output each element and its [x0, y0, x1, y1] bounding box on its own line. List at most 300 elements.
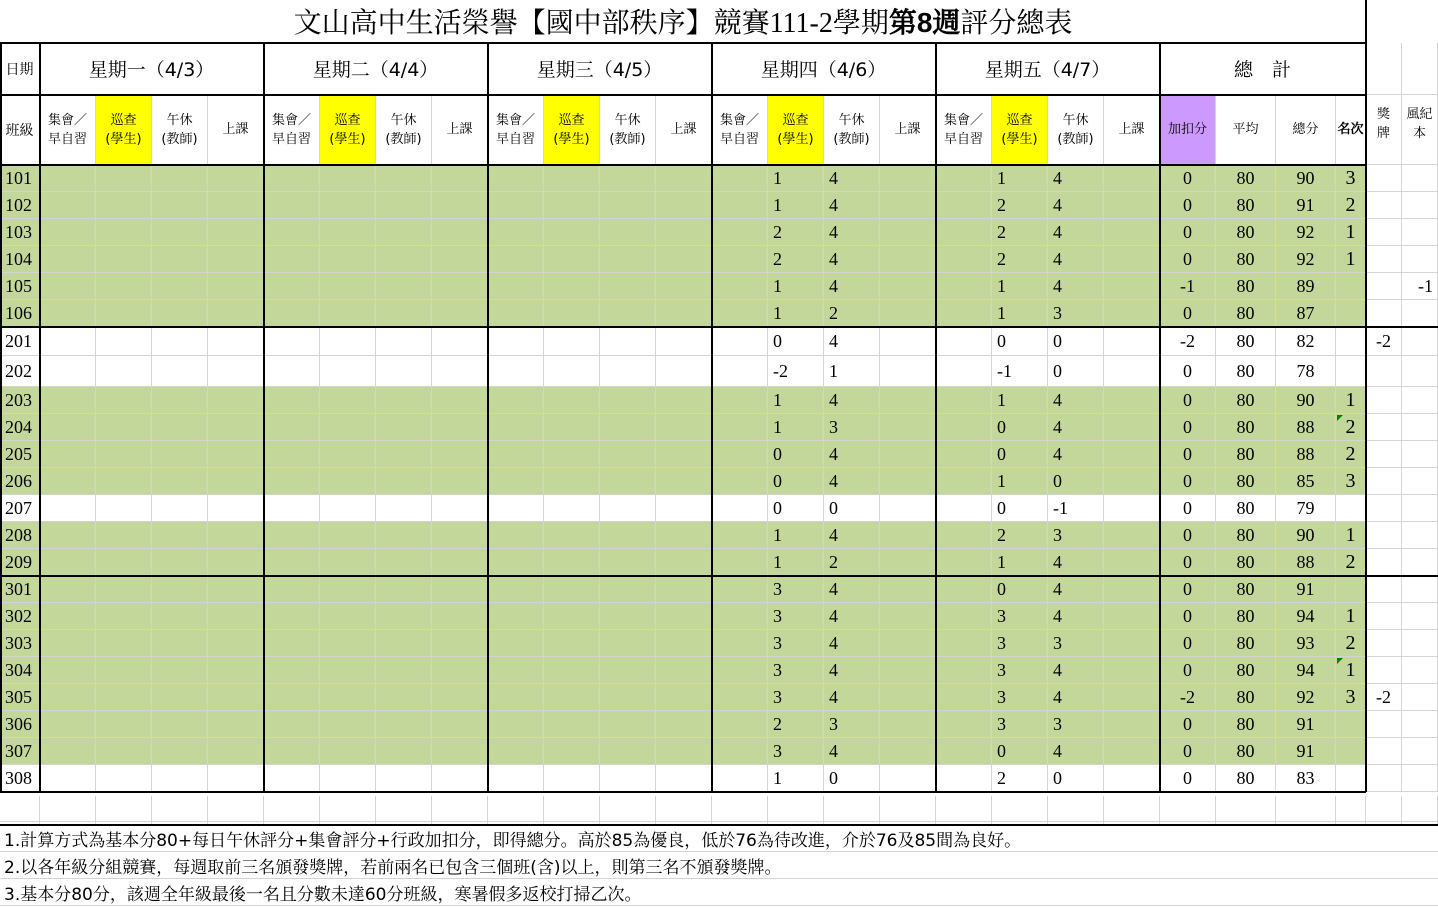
score-cell[interactable]: [376, 219, 432, 246]
bonus-value[interactable]: 0: [1160, 522, 1216, 549]
score-cell[interactable]: [264, 246, 320, 273]
empty-cell[interactable]: [40, 796, 96, 822]
fri-nap-score[interactable]: 4: [1048, 165, 1104, 192]
award-value[interactable]: [1366, 441, 1402, 468]
empty-cell[interactable]: [1216, 796, 1276, 822]
award-value[interactable]: [1366, 387, 1402, 414]
log-value[interactable]: [1402, 630, 1438, 657]
score-cell[interactable]: [40, 468, 96, 495]
fri-patrol-score[interactable]: 2: [992, 219, 1048, 246]
score-cell[interactable]: [544, 522, 600, 549]
patrol-header[interactable]: [96, 95, 152, 165]
score-cell[interactable]: [264, 192, 320, 219]
score-cell[interactable]: [376, 630, 432, 657]
score-cell[interactable]: [600, 549, 656, 576]
score-cell[interactable]: [208, 684, 264, 711]
score-cell[interactable]: [656, 165, 712, 192]
score-cell[interactable]: [600, 711, 656, 738]
score-cell[interactable]: [880, 603, 936, 630]
class-label[interactable]: 班級: [0, 95, 40, 165]
fri-patrol-score[interactable]: 1: [992, 165, 1048, 192]
score-cell[interactable]: [544, 246, 600, 273]
score-cell[interactable]: [264, 327, 320, 356]
fri-nap-score[interactable]: 4: [1048, 657, 1104, 684]
score-cell[interactable]: [208, 522, 264, 549]
fri-nap-score[interactable]: 4: [1048, 273, 1104, 300]
score-cell[interactable]: [656, 630, 712, 657]
thu-nap-score[interactable]: 4: [824, 246, 880, 273]
rank-value[interactable]: [1336, 711, 1366, 738]
rank-header[interactable]: 名次: [1336, 95, 1366, 165]
score-cell[interactable]: [152, 246, 208, 273]
score-cell[interactable]: [320, 603, 376, 630]
score-cell[interactable]: [936, 273, 992, 300]
award-value[interactable]: [1366, 657, 1402, 684]
score-cell[interactable]: [488, 273, 544, 300]
empty-cell[interactable]: [1276, 796, 1336, 822]
score-cell[interactable]: [600, 441, 656, 468]
score-cell[interactable]: [208, 549, 264, 576]
score-cell[interactable]: [600, 522, 656, 549]
score-cell[interactable]: [712, 165, 768, 192]
total-score-value[interactable]: 92: [1276, 246, 1336, 273]
score-cell[interactable]: [544, 327, 600, 356]
score-cell[interactable]: [1104, 657, 1160, 684]
score-cell[interactable]: [488, 387, 544, 414]
score-cell[interactable]: [936, 657, 992, 684]
score-cell[interactable]: [320, 414, 376, 441]
score-cell[interactable]: [40, 765, 96, 792]
total-score-value[interactable]: 90: [1276, 387, 1336, 414]
score-cell[interactable]: [488, 356, 544, 387]
thu-nap-score[interactable]: 3: [824, 414, 880, 441]
average-value[interactable]: 80: [1216, 300, 1276, 327]
thu-patrol-score[interactable]: 3: [768, 738, 824, 765]
log-value[interactable]: [1402, 414, 1438, 441]
rank-value[interactable]: 2: [1336, 549, 1366, 576]
thu-patrol-score[interactable]: 3: [768, 684, 824, 711]
nap-header[interactable]: [152, 95, 208, 165]
score-cell[interactable]: [656, 765, 712, 792]
score-cell[interactable]: [880, 549, 936, 576]
empty-cell[interactable]: [544, 796, 600, 822]
rank-value[interactable]: 1: [1336, 246, 1366, 273]
bonus-value[interactable]: 0: [1160, 246, 1216, 273]
score-cell[interactable]: [264, 441, 320, 468]
score-cell[interactable]: [712, 630, 768, 657]
thu-nap-score[interactable]: 4: [824, 327, 880, 356]
rank-value[interactable]: 2: [1336, 192, 1366, 219]
score-cell[interactable]: [320, 300, 376, 327]
fri-nap-score[interactable]: 4: [1048, 738, 1104, 765]
score-cell[interactable]: [936, 630, 992, 657]
fri-nap-score[interactable]: 4: [1048, 387, 1104, 414]
score-cell[interactable]: [40, 387, 96, 414]
score-cell[interactable]: [712, 300, 768, 327]
thu-patrol-score[interactable]: 2: [768, 246, 824, 273]
score-cell[interactable]: [96, 192, 152, 219]
score-cell[interactable]: [40, 414, 96, 441]
score-cell[interactable]: [264, 387, 320, 414]
score-cell[interactable]: [432, 414, 488, 441]
score-cell[interactable]: [96, 711, 152, 738]
rank-value[interactable]: [1336, 273, 1366, 300]
score-cell[interactable]: [152, 165, 208, 192]
score-cell[interactable]: [1104, 603, 1160, 630]
score-cell[interactable]: [880, 576, 936, 603]
score-cell[interactable]: [880, 219, 936, 246]
score-cell[interactable]: [712, 711, 768, 738]
patrol-header[interactable]: [544, 95, 600, 165]
score-cell[interactable]: [544, 414, 600, 441]
score-cell[interactable]: [600, 468, 656, 495]
rank-value[interactable]: 2: [1336, 441, 1366, 468]
score-cell[interactable]: [1104, 165, 1160, 192]
class-number[interactable]: 303: [0, 630, 40, 657]
score-cell[interactable]: [488, 522, 544, 549]
score-cell[interactable]: [656, 549, 712, 576]
score-cell[interactable]: [152, 300, 208, 327]
fri-patrol-score[interactable]: 2: [992, 522, 1048, 549]
score-cell[interactable]: [880, 165, 936, 192]
fri-patrol-score[interactable]: 1: [992, 273, 1048, 300]
rank-value[interactable]: [1336, 576, 1366, 603]
total-score-value[interactable]: 88: [1276, 549, 1336, 576]
empty-cell[interactable]: [656, 796, 712, 822]
score-cell[interactable]: [432, 246, 488, 273]
score-cell[interactable]: [712, 549, 768, 576]
score-cell[interactable]: [1104, 495, 1160, 522]
class-session-header[interactable]: 上課: [432, 95, 488, 165]
fri-patrol-score[interactable]: 3: [992, 684, 1048, 711]
class-number[interactable]: 104: [0, 246, 40, 273]
assembly-header[interactable]: [712, 95, 768, 165]
score-cell[interactable]: [96, 356, 152, 387]
fri-nap-score[interactable]: 4: [1048, 576, 1104, 603]
average-value[interactable]: 80: [1216, 246, 1276, 273]
thu-nap-score[interactable]: 4: [824, 219, 880, 246]
score-cell[interactable]: [152, 327, 208, 356]
class-number[interactable]: 209: [0, 549, 40, 576]
log-value[interactable]: [1402, 246, 1438, 273]
score-cell[interactable]: [264, 711, 320, 738]
empty-cell[interactable]: [1402, 796, 1438, 822]
score-cell[interactable]: [880, 765, 936, 792]
score-cell[interactable]: [96, 441, 152, 468]
score-cell[interactable]: [600, 192, 656, 219]
fri-patrol-score[interactable]: 2: [992, 765, 1048, 792]
score-cell[interactable]: [712, 219, 768, 246]
score-cell[interactable]: [600, 387, 656, 414]
bonus-value[interactable]: 0: [1160, 219, 1216, 246]
score-cell[interactable]: [656, 441, 712, 468]
score-cell[interactable]: [208, 327, 264, 356]
score-cell[interactable]: [656, 192, 712, 219]
empty-cell[interactable]: [0, 796, 40, 822]
score-cell[interactable]: [96, 549, 152, 576]
day-header-5[interactable]: 星期五（4/7）: [936, 43, 1160, 95]
score-cell[interactable]: [376, 387, 432, 414]
score-cell[interactable]: [712, 192, 768, 219]
score-cell[interactable]: [712, 522, 768, 549]
score-cell[interactable]: [40, 441, 96, 468]
patrol-header[interactable]: [768, 95, 824, 165]
total-score-value[interactable]: 90: [1276, 522, 1336, 549]
bonus-value[interactable]: 0: [1160, 468, 1216, 495]
score-cell[interactable]: [432, 684, 488, 711]
class-number[interactable]: 301: [0, 576, 40, 603]
score-cell[interactable]: [936, 327, 992, 356]
class-number[interactable]: 307: [0, 738, 40, 765]
day-header-1[interactable]: 星期一（4/3）: [40, 43, 264, 95]
score-cell[interactable]: [152, 192, 208, 219]
score-cell[interactable]: [600, 765, 656, 792]
score-cell[interactable]: [376, 657, 432, 684]
score-cell[interactable]: [936, 711, 992, 738]
bonus-value[interactable]: -2: [1160, 327, 1216, 356]
score-cell[interactable]: [320, 246, 376, 273]
score-cell[interactable]: [40, 684, 96, 711]
score-cell[interactable]: [544, 468, 600, 495]
bonus-value[interactable]: 0: [1160, 765, 1216, 792]
score-cell[interactable]: [488, 300, 544, 327]
score-cell[interactable]: [1104, 576, 1160, 603]
total-header[interactable]: 總 計: [1160, 43, 1366, 95]
score-cell[interactable]: [544, 273, 600, 300]
class-number[interactable]: 207: [0, 495, 40, 522]
class-session-header[interactable]: 上課: [208, 95, 264, 165]
log-value[interactable]: [1402, 327, 1438, 356]
score-cell[interactable]: [712, 765, 768, 792]
score-cell[interactable]: [488, 684, 544, 711]
score-cell[interactable]: [656, 738, 712, 765]
score-cell[interactable]: [264, 273, 320, 300]
class-number[interactable]: 304: [0, 657, 40, 684]
score-cell[interactable]: [936, 468, 992, 495]
score-cell[interactable]: [376, 356, 432, 387]
score-cell[interactable]: [936, 300, 992, 327]
score-cell[interactable]: [656, 246, 712, 273]
fri-patrol-score[interactable]: 0: [992, 327, 1048, 356]
score-cell[interactable]: [544, 603, 600, 630]
fri-patrol-score[interactable]: 1: [992, 387, 1048, 414]
score-cell[interactable]: [320, 468, 376, 495]
empty-cell[interactable]: [1048, 796, 1104, 822]
score-cell[interactable]: [712, 738, 768, 765]
score-cell[interactable]: [40, 549, 96, 576]
log-value[interactable]: [1402, 657, 1438, 684]
score-cell[interactable]: [936, 165, 992, 192]
empty-cell[interactable]: [432, 796, 488, 822]
score-cell[interactable]: [488, 630, 544, 657]
score-cell[interactable]: [1104, 711, 1160, 738]
assembly-header[interactable]: [40, 95, 96, 165]
fri-nap-score[interactable]: 4: [1048, 549, 1104, 576]
score-cell[interactable]: [432, 300, 488, 327]
fri-nap-score[interactable]: 3: [1048, 522, 1104, 549]
average-value[interactable]: 80: [1216, 684, 1276, 711]
score-cell[interactable]: [432, 387, 488, 414]
score-cell[interactable]: [320, 356, 376, 387]
log-value[interactable]: [1402, 441, 1438, 468]
empty-cell[interactable]: [880, 796, 936, 822]
score-cell[interactable]: [488, 468, 544, 495]
score-cell[interactable]: [376, 165, 432, 192]
award-value[interactable]: [1366, 603, 1402, 630]
score-cell[interactable]: [936, 387, 992, 414]
fri-nap-score[interactable]: 4: [1048, 684, 1104, 711]
score-cell[interactable]: [152, 219, 208, 246]
total-score-value[interactable]: 92: [1276, 219, 1336, 246]
nap-header[interactable]: [376, 95, 432, 165]
thu-nap-score[interactable]: 4: [824, 165, 880, 192]
thu-nap-score[interactable]: 1: [824, 356, 880, 387]
thu-patrol-score[interactable]: 0: [768, 468, 824, 495]
fri-nap-score[interactable]: 4: [1048, 441, 1104, 468]
average-value[interactable]: 80: [1216, 765, 1276, 792]
thu-patrol-score[interactable]: 1: [768, 522, 824, 549]
average-value[interactable]: 80: [1216, 356, 1276, 387]
score-cell[interactable]: [1104, 522, 1160, 549]
class-number[interactable]: 106: [0, 300, 40, 327]
score-cell[interactable]: [96, 495, 152, 522]
thu-nap-score[interactable]: 4: [824, 630, 880, 657]
rank-value[interactable]: 2: [1336, 630, 1366, 657]
log-value[interactable]: [1402, 522, 1438, 549]
log-value[interactable]: [1402, 468, 1438, 495]
award-value[interactable]: [1366, 356, 1402, 387]
score-cell[interactable]: [656, 468, 712, 495]
class-number[interactable]: 102: [0, 192, 40, 219]
fri-patrol-score[interactable]: 3: [992, 711, 1048, 738]
total-score-value[interactable]: 85: [1276, 468, 1336, 495]
score-cell[interactable]: [544, 387, 600, 414]
thu-patrol-score[interactable]: 3: [768, 603, 824, 630]
score-cell[interactable]: [488, 549, 544, 576]
rank-value[interactable]: [1336, 765, 1366, 792]
empty-cell[interactable]: [992, 796, 1048, 822]
score-cell[interactable]: [208, 468, 264, 495]
score-cell[interactable]: [488, 738, 544, 765]
thu-patrol-score[interactable]: 3: [768, 657, 824, 684]
score-cell[interactable]: [880, 414, 936, 441]
bonus-value[interactable]: 0: [1160, 300, 1216, 327]
score-cell[interactable]: [1104, 387, 1160, 414]
score-cell[interactable]: [264, 657, 320, 684]
score-cell[interactable]: [208, 711, 264, 738]
score-cell[interactable]: [544, 219, 600, 246]
score-cell[interactable]: [712, 441, 768, 468]
score-cell[interactable]: [656, 522, 712, 549]
score-cell[interactable]: [208, 356, 264, 387]
score-cell[interactable]: [208, 441, 264, 468]
assembly-header[interactable]: [936, 95, 992, 165]
score-cell[interactable]: [600, 495, 656, 522]
score-cell[interactable]: [320, 495, 376, 522]
fri-patrol-score[interactable]: 0: [992, 738, 1048, 765]
score-cell[interactable]: [544, 630, 600, 657]
empty-cell[interactable]: [600, 796, 656, 822]
score-cell[interactable]: [712, 356, 768, 387]
empty-cell[interactable]: [712, 796, 768, 822]
score-cell[interactable]: [152, 441, 208, 468]
score-cell[interactable]: [880, 387, 936, 414]
score-cell[interactable]: [600, 356, 656, 387]
score-cell[interactable]: [432, 192, 488, 219]
score-cell[interactable]: [96, 765, 152, 792]
score-cell[interactable]: [40, 327, 96, 356]
fri-patrol-score[interactable]: 2: [992, 246, 1048, 273]
score-cell[interactable]: [880, 657, 936, 684]
score-cell[interactable]: [880, 630, 936, 657]
score-cell[interactable]: [320, 387, 376, 414]
date-label[interactable]: 日期: [0, 43, 40, 95]
score-cell[interactable]: [376, 765, 432, 792]
score-cell[interactable]: [712, 468, 768, 495]
rank-value[interactable]: 3: [1336, 468, 1366, 495]
score-cell[interactable]: [656, 603, 712, 630]
class-number[interactable]: 204: [0, 414, 40, 441]
day-header-4[interactable]: 星期四（4/6）: [712, 43, 936, 95]
class-number[interactable]: 101: [0, 165, 40, 192]
thu-patrol-score[interactable]: 2: [768, 219, 824, 246]
thu-patrol-score[interactable]: 0: [768, 327, 824, 356]
bonus-value[interactable]: 0: [1160, 738, 1216, 765]
rank-value[interactable]: [1336, 738, 1366, 765]
score-cell[interactable]: [320, 273, 376, 300]
score-cell[interactable]: [264, 219, 320, 246]
empty-cell[interactable]: [1160, 796, 1216, 822]
score-cell[interactable]: [40, 711, 96, 738]
score-cell[interactable]: [264, 165, 320, 192]
total-score-value[interactable]: 93: [1276, 630, 1336, 657]
thu-patrol-score[interactable]: 0: [768, 495, 824, 522]
empty-cell[interactable]: [376, 796, 432, 822]
score-cell[interactable]: [152, 273, 208, 300]
total-score-value[interactable]: 82: [1276, 327, 1336, 356]
class-number[interactable]: 306: [0, 711, 40, 738]
score-cell[interactable]: [600, 738, 656, 765]
thu-nap-score[interactable]: 4: [824, 468, 880, 495]
score-cell[interactable]: [936, 522, 992, 549]
score-cell[interactable]: [376, 273, 432, 300]
score-cell[interactable]: [152, 684, 208, 711]
score-cell[interactable]: [96, 657, 152, 684]
score-cell[interactable]: [488, 603, 544, 630]
bonus-value[interactable]: 0: [1160, 414, 1216, 441]
class-number[interactable]: 206: [0, 468, 40, 495]
score-cell[interactable]: [432, 657, 488, 684]
score-cell[interactable]: [40, 300, 96, 327]
score-cell[interactable]: [152, 765, 208, 792]
score-cell[interactable]: [432, 738, 488, 765]
total-score-value[interactable]: 94: [1276, 603, 1336, 630]
class-number[interactable]: 202: [0, 356, 40, 387]
score-cell[interactable]: [264, 684, 320, 711]
score-cell[interactable]: [712, 246, 768, 273]
score-cell[interactable]: [96, 603, 152, 630]
total-score-value[interactable]: 90: [1276, 165, 1336, 192]
score-cell[interactable]: [376, 441, 432, 468]
score-cell[interactable]: [432, 576, 488, 603]
empty-cell[interactable]: [1366, 796, 1402, 822]
rank-value[interactable]: 1: [1336, 603, 1366, 630]
thu-patrol-score[interactable]: 1: [768, 549, 824, 576]
score-cell[interactable]: [152, 603, 208, 630]
fri-nap-score[interactable]: 0: [1048, 356, 1104, 387]
award-value[interactable]: [1366, 765, 1402, 792]
assembly-header[interactable]: [488, 95, 544, 165]
